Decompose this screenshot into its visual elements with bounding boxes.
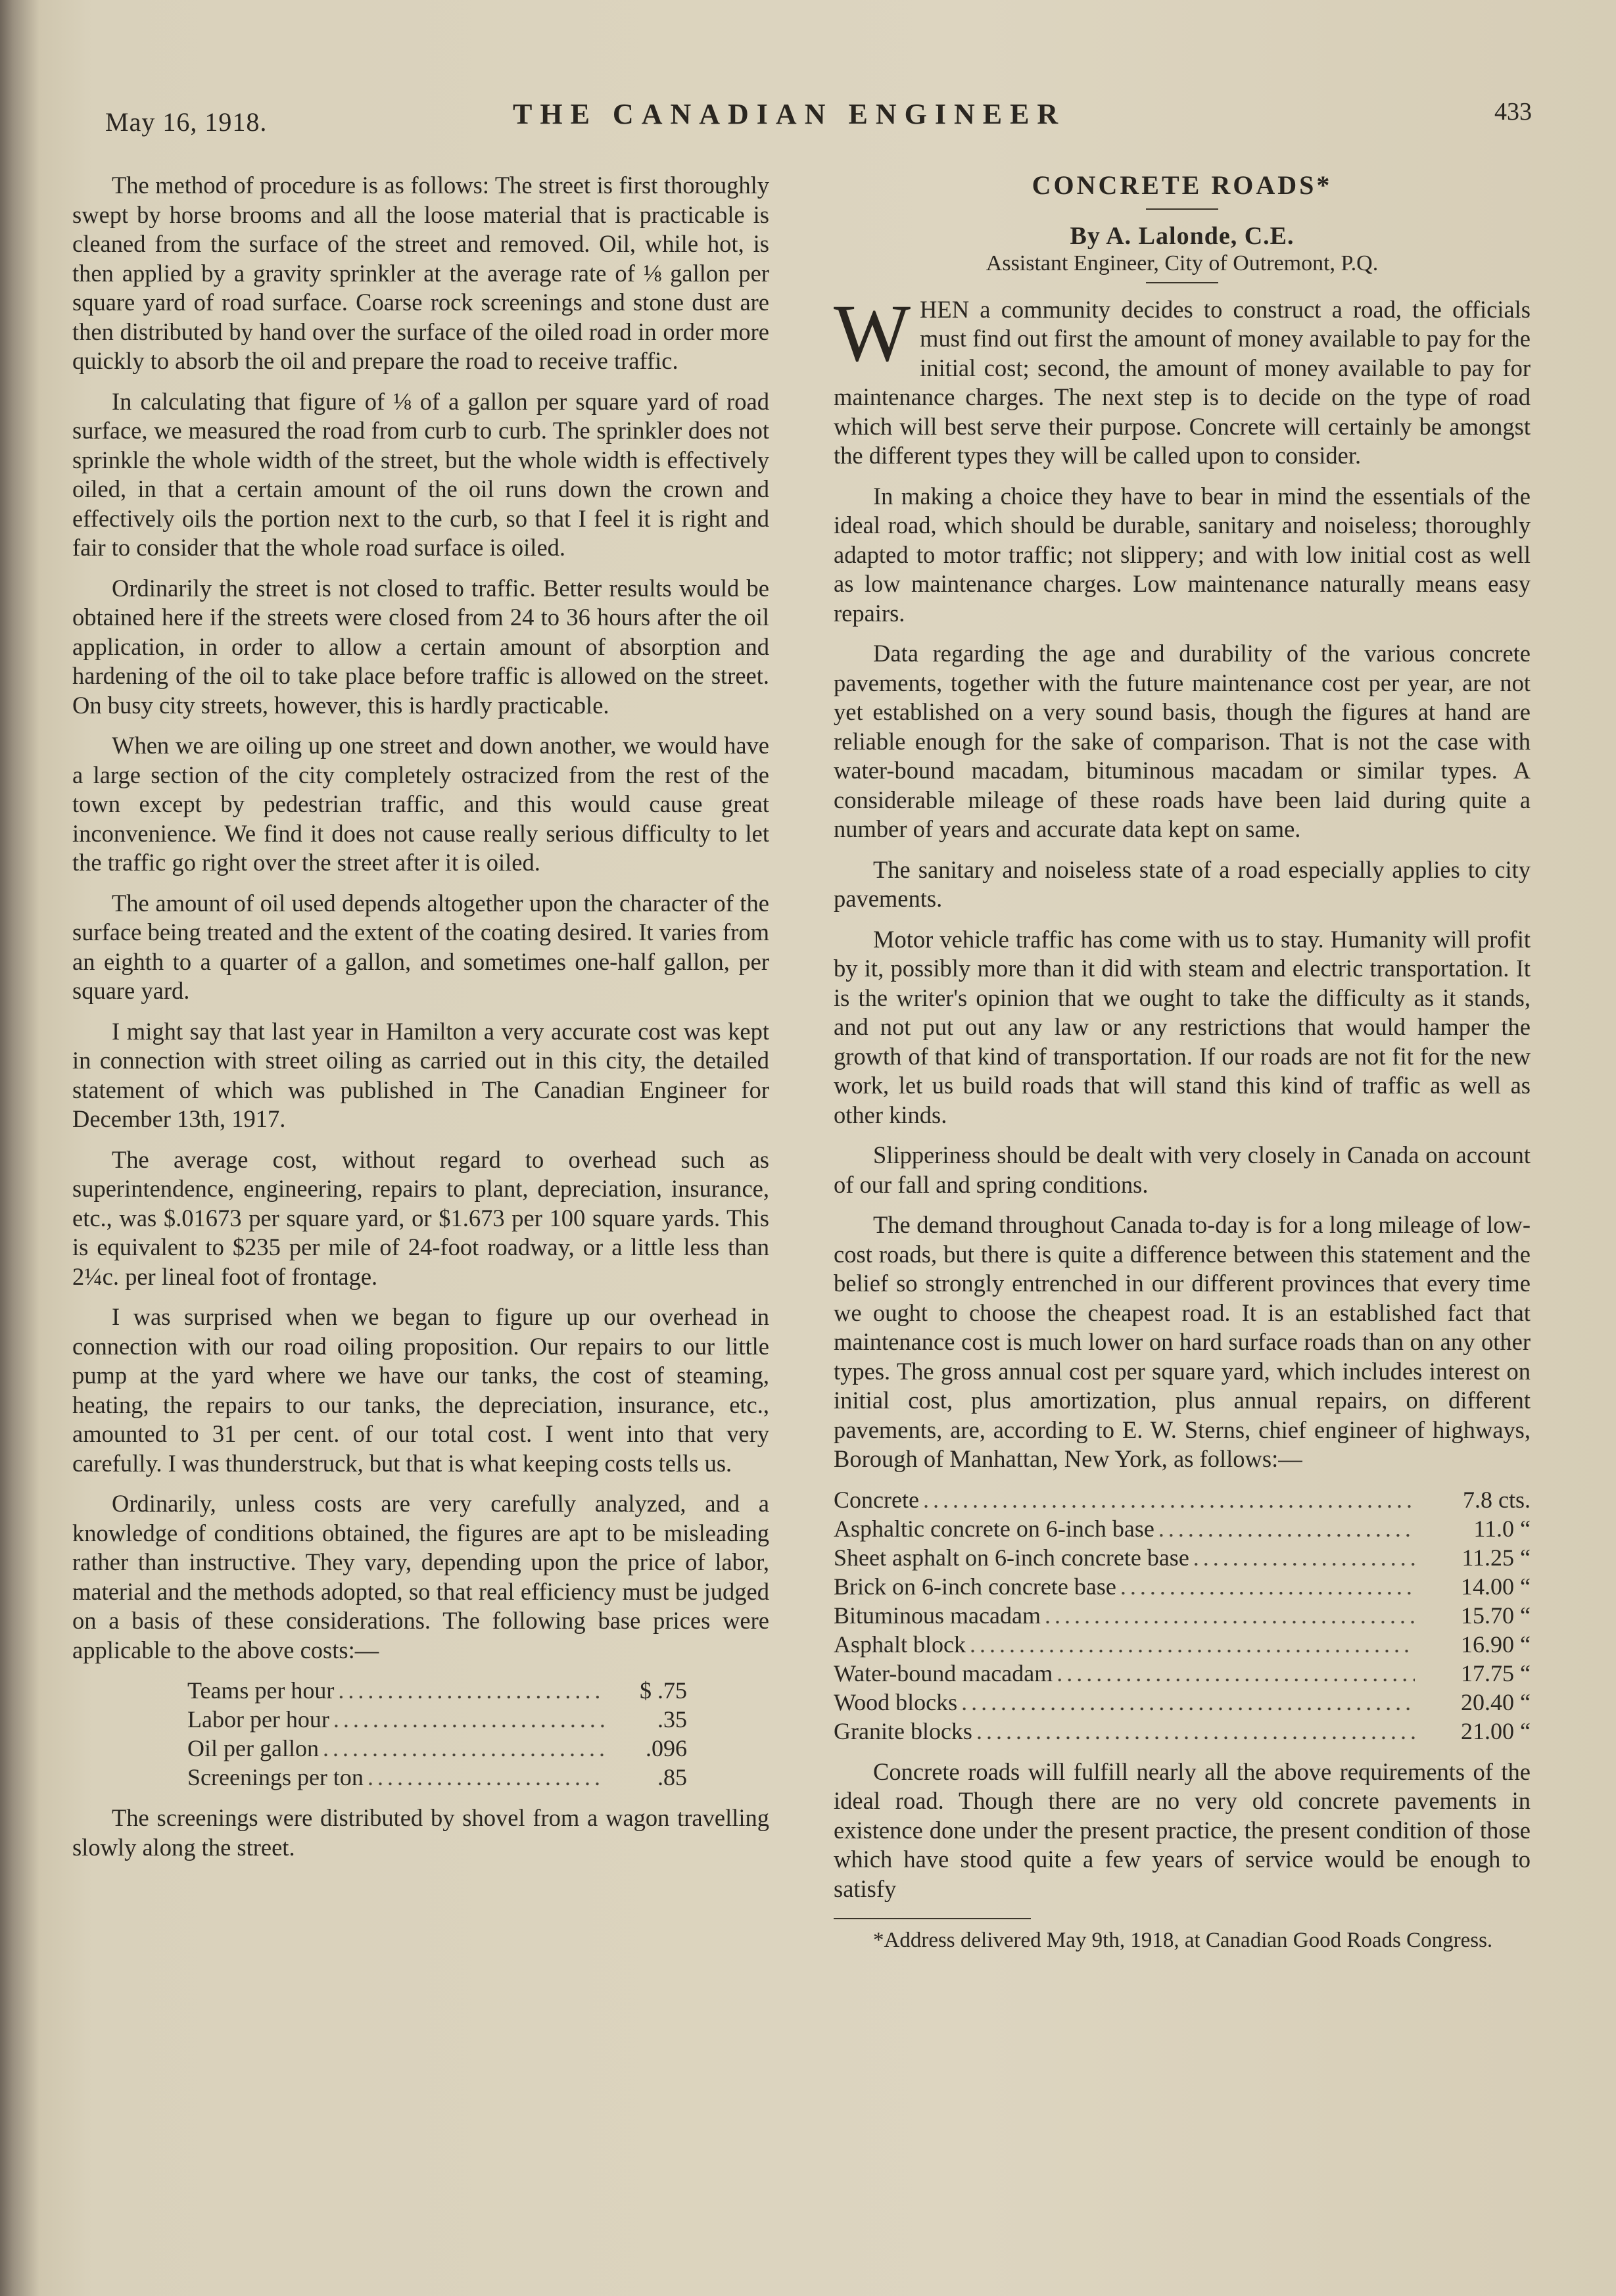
row-label: Labor per hour — [187, 1706, 329, 1733]
row-label: Granite blocks — [834, 1717, 972, 1744]
row-label: Concrete — [834, 1486, 919, 1513]
row-label: Oil per gallon — [187, 1735, 319, 1761]
row-value: 7.8 cts. — [1463, 1486, 1531, 1513]
row-value: .35 — [657, 1706, 687, 1733]
row-value: .85 — [657, 1764, 687, 1790]
leader-dots — [1057, 1659, 1415, 1688]
left-column — [72, 171, 769, 1873]
byline-rule — [1146, 282, 1218, 283]
row-value: 14.00 “ — [1461, 1573, 1531, 1600]
row-value: 15.70 “ — [1461, 1602, 1531, 1629]
paragraph: In making a choice they have to bear in mind the essentials of the ideal road, which should be durable, sanitary and noiseless; thoroughly adapted to motor traffic; not slippery; and with low initial cost as well as low maintenance charges. Low maintenance naturally means easy repairs. — [834, 482, 1531, 627]
row-value: 16.90 “ — [1461, 1631, 1531, 1658]
table-row — [187, 1705, 687, 1734]
page-number: 433 — [1494, 98, 1532, 126]
paragraph: I was surprised when we began to figure up our overhead in connection with our road oiling proposition. Our repairs to our little pump at the yard where we have our tanks, the cost of steaming, heating, the repairs to our tanks, the depreciation, insurance, etc., amounted to 31 per cent. of our total cost. I went into that very carefully. I was thunderstruck, but that is what keeping costs tells us. — [72, 1303, 769, 1477]
author-byline: By A. Lalonde, C.E. — [1070, 222, 1295, 250]
row-value: 11.25 “ — [1462, 1544, 1531, 1571]
paragraph: In calculating that figure of ⅛ of a gallon per square yard of road surface, we measured the road from curb to curb. The sprinkler does not sprinkle the whole width of the street, but the whole width is effectively oiled, in that a certain amount of the oil runs down the crown and effectively oils the portion next to the curb, so that I feel it is right and fair to consider that the whole road surface is oiled. — [72, 387, 769, 561]
leader-dots — [1045, 1601, 1415, 1630]
paragraph: The average cost, without regard to overhead such as superintendence, engineering, repairs to plant, depreciation, insurance, etc., was $.01673 per square yard, or $1.673 per 100 square yards. This is equivalent to $235 per mile of 24-foot roadway, or a little less than 2¼c. per lineal foot of frontage. — [72, 1145, 769, 1290]
table-row — [834, 1659, 1531, 1688]
row-label: Bituminous macadam — [834, 1602, 1041, 1629]
leader-dots — [970, 1630, 1415, 1659]
paragraph: Slipperiness should be dealt with very closely in Canada on account of our fall and spring conditions. — [834, 1141, 1531, 1198]
leader-dots — [923, 1485, 1415, 1514]
paragraph: When we are oiling up one street and down another, we would have a large section of the city completely ostracized from the rest of the town except by pedestrian traffic, and this would cause great inconvenience. We find it does not cause really serious difficulty to let the traffic go right over the street after it is oiled. — [72, 732, 769, 876]
row-label: Asphaltic concrete on 6-inch base — [834, 1515, 1154, 1542]
table-row — [834, 1717, 1531, 1746]
leader-dots — [333, 1705, 604, 1734]
row-label: Wood blocks — [834, 1688, 958, 1715]
article-title: CONCRETE ROADS* — [1032, 170, 1333, 200]
lead-paragraph — [834, 287, 1531, 471]
table-row — [187, 1676, 687, 1705]
footnote: *Address delivered May 9th, 1918, at Canadian Good Roads Congress. — [873, 1928, 1493, 1952]
row-label: Screenings per ton — [187, 1764, 364, 1790]
row-value: 21.00 “ — [1461, 1717, 1531, 1744]
paragraph: Concrete roads will fulfill nearly all the above requirements of the ideal road. Though there are no very old concrete pavements in existence done under the present practice, the present condition of those which have stood quite a few years of service would be enough to satisfy — [834, 1758, 1531, 1902]
leader-dots — [1120, 1572, 1415, 1601]
leader-dots — [338, 1676, 604, 1705]
author-affiliation: Assistant Engineer, City of Outremont, P.Q. — [986, 251, 1379, 275]
title-rule — [1146, 208, 1218, 210]
leader-dots — [961, 1688, 1415, 1717]
row-label: Asphalt block — [834, 1631, 966, 1658]
table-row — [834, 1543, 1531, 1572]
paragraph: The screenings were distributed by shovel from a wagon travelling slowly along the street. — [72, 1804, 769, 1861]
leader-dots — [368, 1763, 604, 1792]
drop-cap: W — [834, 287, 911, 378]
table-row — [834, 1688, 1531, 1717]
pavement-cost-table — [834, 1485, 1531, 1746]
paragraph: The demand throughout Canada to-day is for a long mileage of low-cost roads, but there is quite a difference between this statement and the belief so strongly entrenched in our different provinces that every time we ought to choose the cheapest road. It is an established fact that maintenance cost is much lower on hard surface roads than on any other types. The gross annual cost per square yard, which includes interest on initial cost, plus amortization, plus annual repairs, on different pavements, are, according to E. W. Sterns, chief engineer of highways, Borough of Manhattan, New York, as follows:— — [834, 1211, 1531, 1472]
row-value: .096 — [646, 1735, 687, 1761]
row-label: Teams per hour — [187, 1677, 335, 1704]
paragraph: The method of procedure is as follows: The street is first thoroughly swept by horse brooms and all the loose material that is practicable is cleaned from the surface of the street and removed. Oil, while hot, is then applied by a gravity sprinkler at the average rate of ⅛ gallon per square yard of road surface. Coarse rock screenings and stone dust are then distributed by hand over the surface of the oiled road in order more quickly to absorb the oil and prepare the road to receive traffic. — [72, 172, 769, 374]
leader-dots — [976, 1717, 1415, 1746]
row-value: 11.0 “ — [1473, 1515, 1531, 1542]
paragraph: Data regarding the age and durability of the various concrete pavements, together with the future maintenance cost per year, are not yet established on a very sound basis, though the figures at hand are reliable enough for the sake of comparison. That is not the case with water-bound macadam, bituminous macadam or similar types. A considerable mileage of these roads have been laid during quite a number of years and accurate data kept on same. — [834, 640, 1531, 842]
footnote-rule — [834, 1918, 1031, 1919]
table-row — [834, 1572, 1531, 1601]
table-row — [834, 1630, 1531, 1659]
journal-title: THE CANADIAN ENGINEER — [513, 98, 1066, 130]
lead-text: HEN a community decides to construct a road, the officials must find out first the amount of money available to pay for the initial cost; second, the amount of money available to pay for maintenance charges. The next step is to decide on the type of road which will best serve their purpose. Concrete will certainly be amongst the different types they will be called upon to consider. — [834, 295, 1531, 469]
table-row — [834, 1601, 1531, 1630]
row-label: Sheet asphalt on 6-inch concrete base — [834, 1544, 1189, 1571]
base-prices-table — [187, 1676, 687, 1792]
row-value: $ .75 — [640, 1677, 687, 1704]
row-value: 17.75 “ — [1461, 1660, 1531, 1686]
paragraph: Ordinarily the street is not closed to traffic. Better results would be obtained here if the streets were closed from 24 to 36 hours after the oil application, in order to allow a certain amount of absorption and hardening of the oil to take place before traffic is allowed on the street. On busy city streets, however, this is hardly practicable. — [72, 574, 769, 719]
leader-dots — [1158, 1514, 1415, 1543]
leader-dots — [1193, 1543, 1415, 1572]
row-label: Brick on 6-inch concrete base — [834, 1573, 1116, 1600]
right-column — [834, 171, 1531, 1953]
paragraph: Motor vehicle traffic has come with us to stay. Humanity will profit by it, possibly more than it did with steam and electric transportation. It is the writer's opinion that we ought to take the difficulty as it stands, and not put out any law or any restrictions that would hamper the growth of that kind of transportation. If our roads are not fit for the new work, let us build roads that will stand this kind of traffic as well as other kinds. — [834, 925, 1531, 1128]
page-header — [105, 92, 1532, 145]
paragraph: The amount of oil used depends altogether upon the character of the surface being treated and the extent of the coating desired. It varies from an eighth to a quarter of a gallon, and sometimes one-half gallon, per square yard. — [72, 889, 769, 1004]
row-label: Water-bound macadam — [834, 1660, 1053, 1686]
paragraph: The sanitary and noiseless state of a road especially applies to city pavements. — [834, 855, 1531, 912]
paragraph: Ordinarily, unless costs are very carefully analyzed, and a knowledge of conditions obtained, the figures are apt to be misleading rather than instructive. They vary, depending upon the price of labor, material and the methods adopted, so that real efficiency must be judged on a basis of these considerations. The following base prices were applicable to the above costs:— — [72, 1490, 769, 1663]
table-row — [187, 1734, 687, 1763]
issue-date: May 16, 1918. — [105, 107, 268, 137]
leader-dots — [323, 1734, 604, 1763]
table-row — [834, 1485, 1531, 1514]
table-row — [834, 1514, 1531, 1543]
table-row — [187, 1763, 687, 1792]
row-value: 20.40 “ — [1461, 1688, 1531, 1715]
paragraph: I might say that last year in Hamilton a very accurate cost was kept in connection with street oiling as carried out in this city, the detailed statement of which was published in The Canadian Engineer for December 13th, 1917. — [72, 1017, 769, 1132]
